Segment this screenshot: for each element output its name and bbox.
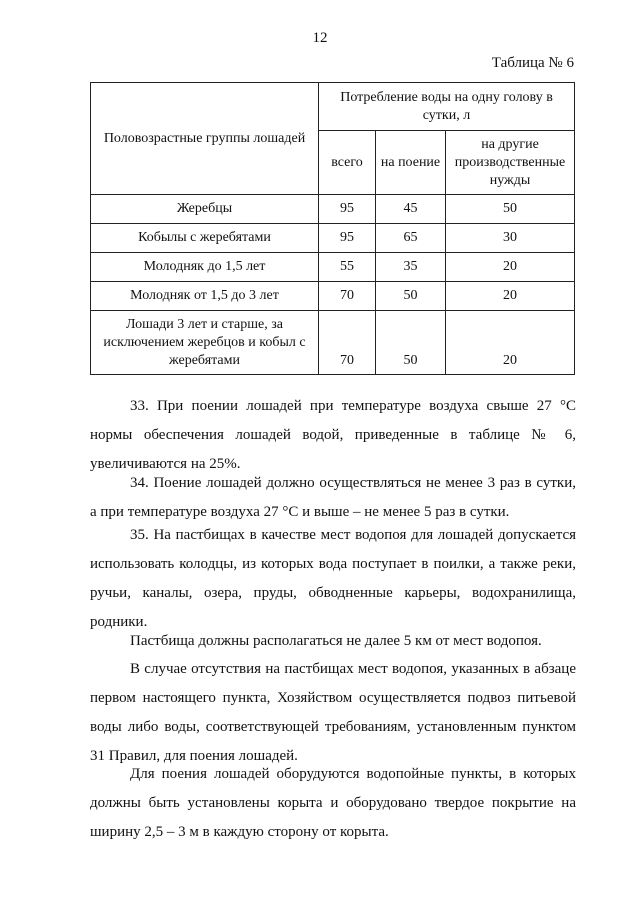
cell-group: Кобылы с жеребятами	[91, 224, 319, 253]
header-other: на другие производственные нужды	[446, 131, 575, 195]
table-caption: Таблица № 6	[491, 55, 574, 71]
cell-drinking: 45	[376, 195, 446, 224]
cell-drinking: 65	[376, 224, 446, 253]
paragraph-water-delivery: В случае отсутствия на пастбищах мест водопоя, указанных в абзаце первом настоящего пункта, Хозяйством осуществляется подвоз питьевой воды либо воды, соответствующей требованиям, установленным пунктом 31 Правил, для поения лошадей.	[90, 661, 576, 764]
paragraph-watering-points: Для поения лошадей оборудуются водопойные пункты, в которых должны быть установлены корыта и оборудовано твердое покрытие на ширину 2,5 – 3 м в каждую сторону от корыта.	[90, 766, 576, 840]
cell-other: 20	[446, 311, 575, 375]
cell-total: 55	[319, 253, 376, 282]
cell-group: Лошади 3 лет и старше, за исключением жеребцов и кобыл с жеребятами	[91, 311, 319, 375]
cell-drinking: 50	[376, 311, 446, 375]
table-row	[91, 195, 575, 224]
cell-other: 20	[446, 282, 575, 311]
cell-other: 20	[446, 253, 575, 282]
paragraph-pasture-distance: Пастбища должны располагаться не далее 5 км от мест водопоя.	[130, 633, 542, 649]
table-row	[91, 282, 575, 311]
cell-group: Молодняк до 1,5 лет	[91, 253, 319, 282]
cell-group: Жеребцы	[91, 195, 319, 224]
cell-total: 70	[319, 282, 376, 311]
table-row	[91, 224, 575, 253]
cell-drinking: 35	[376, 253, 446, 282]
water-consumption-table	[90, 82, 575, 375]
header-total: всего	[319, 131, 376, 195]
cell-total: 70	[319, 311, 376, 375]
cell-other: 50	[446, 195, 575, 224]
cell-other: 30	[446, 224, 575, 253]
cell-total: 95	[319, 195, 376, 224]
cell-group: Молодняк от 1,5 до 3 лет	[91, 282, 319, 311]
table-row	[91, 311, 575, 375]
page-number: 12	[312, 30, 328, 46]
cell-drinking: 50	[376, 282, 446, 311]
paragraph-35: 35. На пастбищах в качестве мест водопоя для лошадей допускается использовать колодцы, из которых вода поступает в поилки, а также реки, ручьи, каналы, озера, пруды, обводненные карьеры, водохранилища, родники.	[90, 527, 576, 630]
paragraph-34: 34. Поение лошадей должно осуществляться не менее 3 раз в сутки, а при температуре воздуха 27 °С и выше – не менее 5 раз в сутки.	[90, 475, 576, 520]
header-consumption: Потребление воды на одну голову в сутки, л	[319, 83, 575, 131]
cell-total: 95	[319, 224, 376, 253]
header-group: Половозрастные группы лошадей	[91, 83, 319, 195]
header-drinking: на поение	[376, 131, 446, 195]
table-row	[91, 253, 575, 282]
paragraph-33: 33. При поении лошадей при температуре воздуха свыше 27 °С нормы обеспечения лошадей водой, приведенные в таблице № 6, увеличиваются на 25%.	[90, 398, 576, 472]
